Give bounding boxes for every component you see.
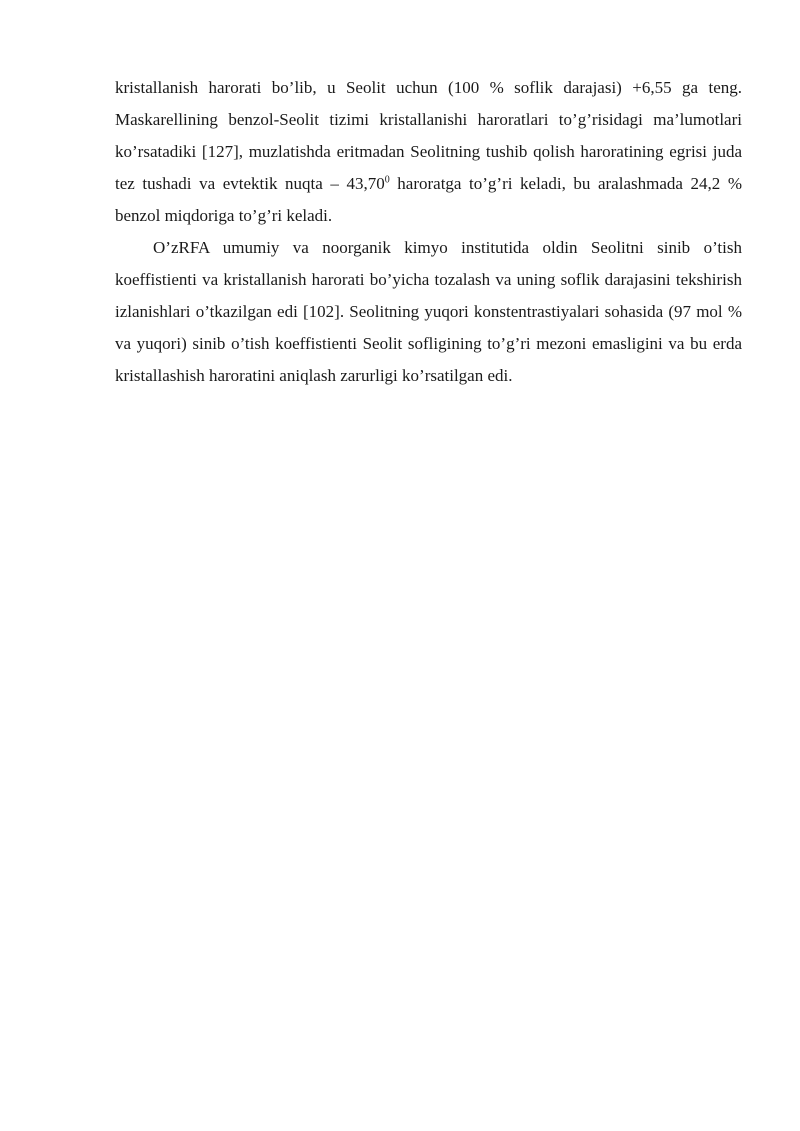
- paragraph-1-text-start: kristallanish harorati bo’lib, u Seolit uchun (100 % soflik darajasi) +6,55 ga teng. Maskarellining benzol-Seolit tizimi kristallanishi haroratlari to’g’risidagi ma’lumotlari ko’rsatadiki [127], muzlatishda eritmadan Seolitning tushib qolish haroratining egrisi juda tez tushadi va evtektik nuqta – 43,70: [115, 78, 742, 193]
- document-body: [115, 72, 742, 392]
- paragraph-1: [115, 72, 742, 232]
- degree-superscript: 0: [384, 174, 390, 186]
- paragraph-2: O’zRFA umumiy va noorganik kimyo institutida oldin Seolitni sinib o’tish koeffistienti va kristallanish harorati bo’yicha tozalash va uning soflik darajasini tekshirish izlanishlari o’tkazilgan edi [102]. Seolitning yuqori konstentrastiyalari sohasida (97 mol % va yuqori) sinib o’tish koeffistienti Seolit sofligining to’g’ri mezoni emasligini va bu erda kristallashish haroratini aniqlash zarurligi ko’rsatilgan edi.: [115, 238, 742, 385]
- paragraph-1-text-end: haroratga to’g’ri keladi, bu aralashmada 24,2 % benzol miqdoriga to’g’ri keladi.: [115, 174, 742, 225]
